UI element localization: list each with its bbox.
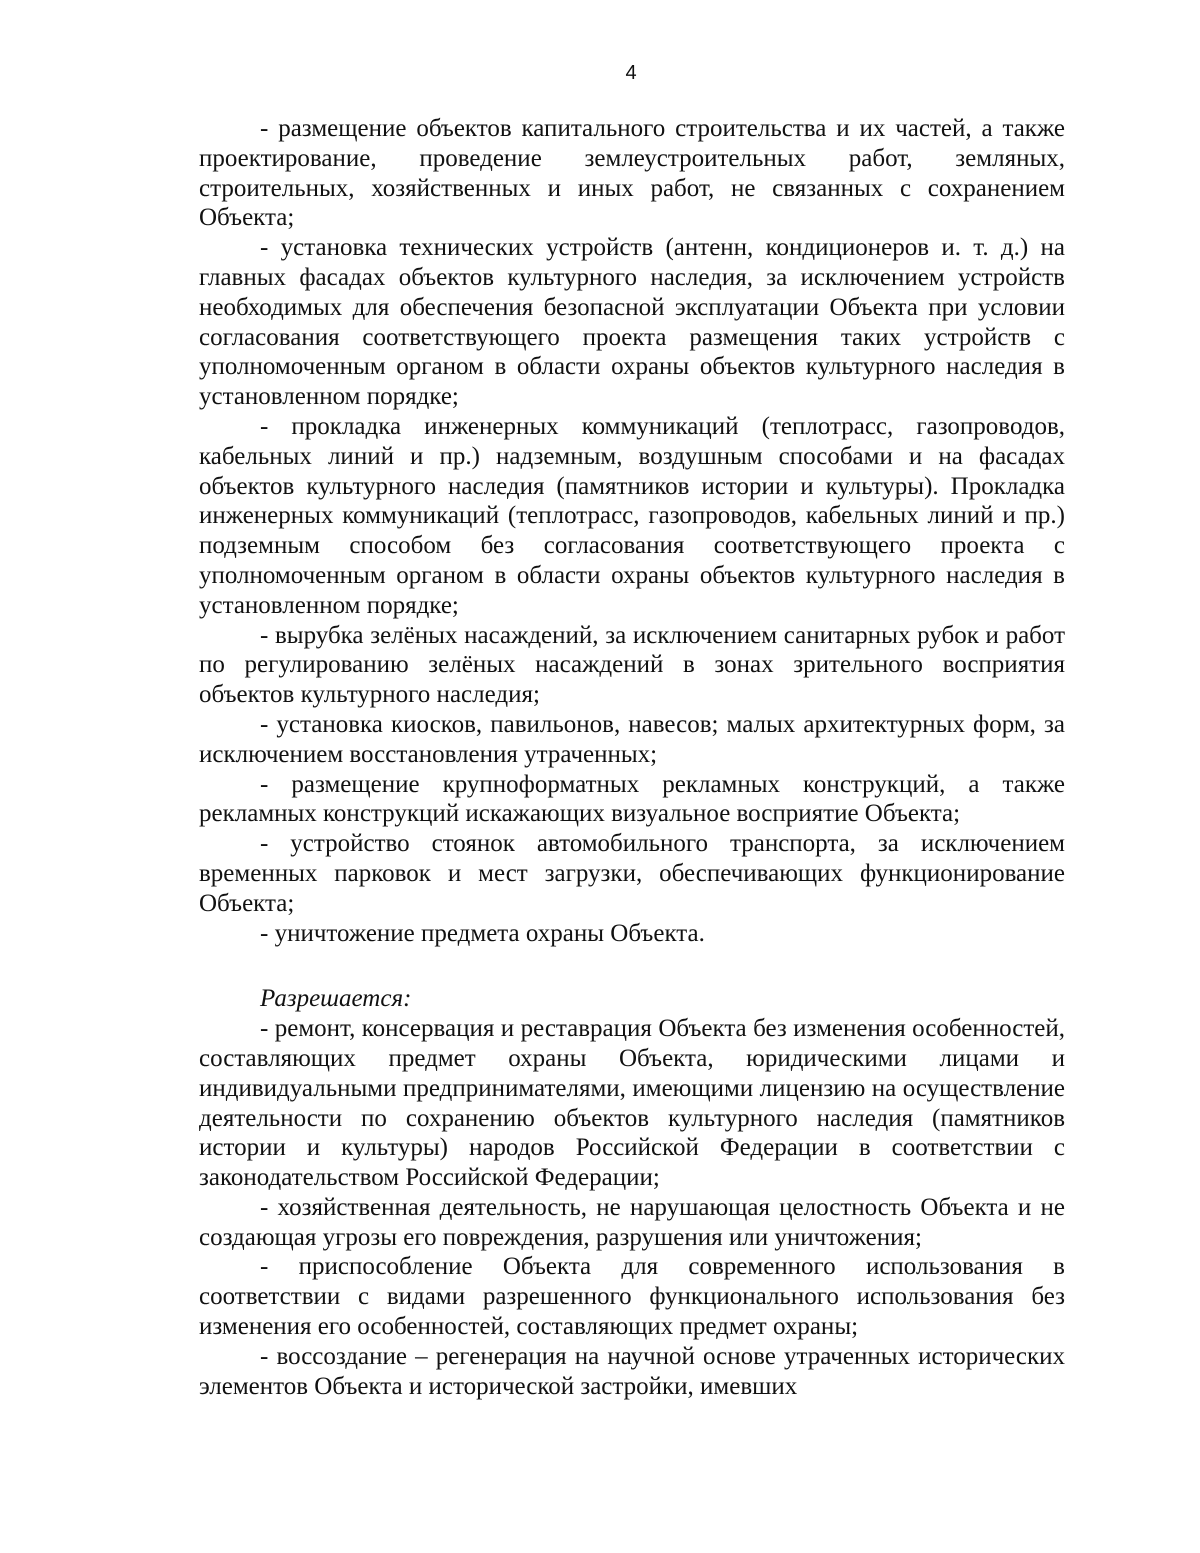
allowed-heading: Разрешается: <box>260 985 412 1013</box>
allowed-item: - хозяйственная деятельность, не нарушающая целостность Объекта и не создающая угрозы его повреждения, разрушения или уничтожения; <box>199 1193 1065 1251</box>
prohibited-item: - прокладка инженерных коммуникаций (теплотрасс, газопроводов, кабельных линий и пр.) надземным, воздушным способами и на фасадах объектов культурного наследия (памятников истории и культуры). Прокладка инженерных коммуникаций (теплотрасс, газопроводов, кабельных линий и пр.) подземным способом без согласования соответствующего проекта с уполномоченным органом в области охраны объектов культурного наследия в установленном порядке; <box>199 412 1065 619</box>
document-body <box>199 114 1065 1401</box>
prohibited-item: - уничтожение предмета охраны Объекта. <box>260 919 705 947</box>
allowed-item: - воссоздание – регенерация на научной основе утраченных исторических элементов Объекта и исторической застройки, имевших <box>199 1342 1065 1400</box>
allowed-item: - приспособление Объекта для современного использования в соответствии с видами разрешенного функционального использования без изменения его особенностей, составляющих предмет охраны; <box>199 1253 1065 1341</box>
prohibited-item: - размещение крупноформатных рекламных конструкций, а также рекламных конструкций искажающих визуальное восприятие Объекта; <box>199 770 1065 828</box>
allowed-item: - ремонт, консервация и реставрация Объекта без изменения особенностей, составляющих предмет охраны Объекта, юридическими лицами и индивидуальными предпринимателями, имеющими лицензию на осуществление деятельности по сохранению объектов культурного наследия (памятников истории и культуры) народов Российской Федерации в соответствии с законодательством Российской Федерации; <box>199 1015 1065 1192</box>
prohibited-item: - установка киосков, павильонов, навесов; малых архитектурных форм, за исключением восстановления утраченных; <box>199 710 1065 768</box>
page-number: 4 <box>625 62 637 84</box>
prohibited-item: - устройство стоянок автомобильного транспорта, за исключением временных парковок и мест загрузки, обеспечивающих функционирование Объекта; <box>199 830 1065 917</box>
prohibited-item: - размещение объектов капитального строительства и их частей, а также проектирование, проведение землеустроительных работ, земляных, строительных, хозяйственных и иных работ, не связанных с сохранением Объекта; <box>199 115 1065 232</box>
prohibited-item: - вырубка зелёных насаждений, за исключением санитарных рубок и работ по регулированию зелёных насаждений в зонах зрительного восприятия объектов культурного наследия; <box>199 621 1065 709</box>
prohibited-item: - установка технических устройств (антенн, кондиционеров и. т. д.) на главных фасадах объектов культурного наследия, за исключением устройств необходимых для обеспечения безопасной эксплуатации Объекта при условии согласования соответствующего проекта размещения таких устройств с уполномоченным органом в области охраны объектов культурного наследия в установленном порядке; <box>199 234 1065 411</box>
